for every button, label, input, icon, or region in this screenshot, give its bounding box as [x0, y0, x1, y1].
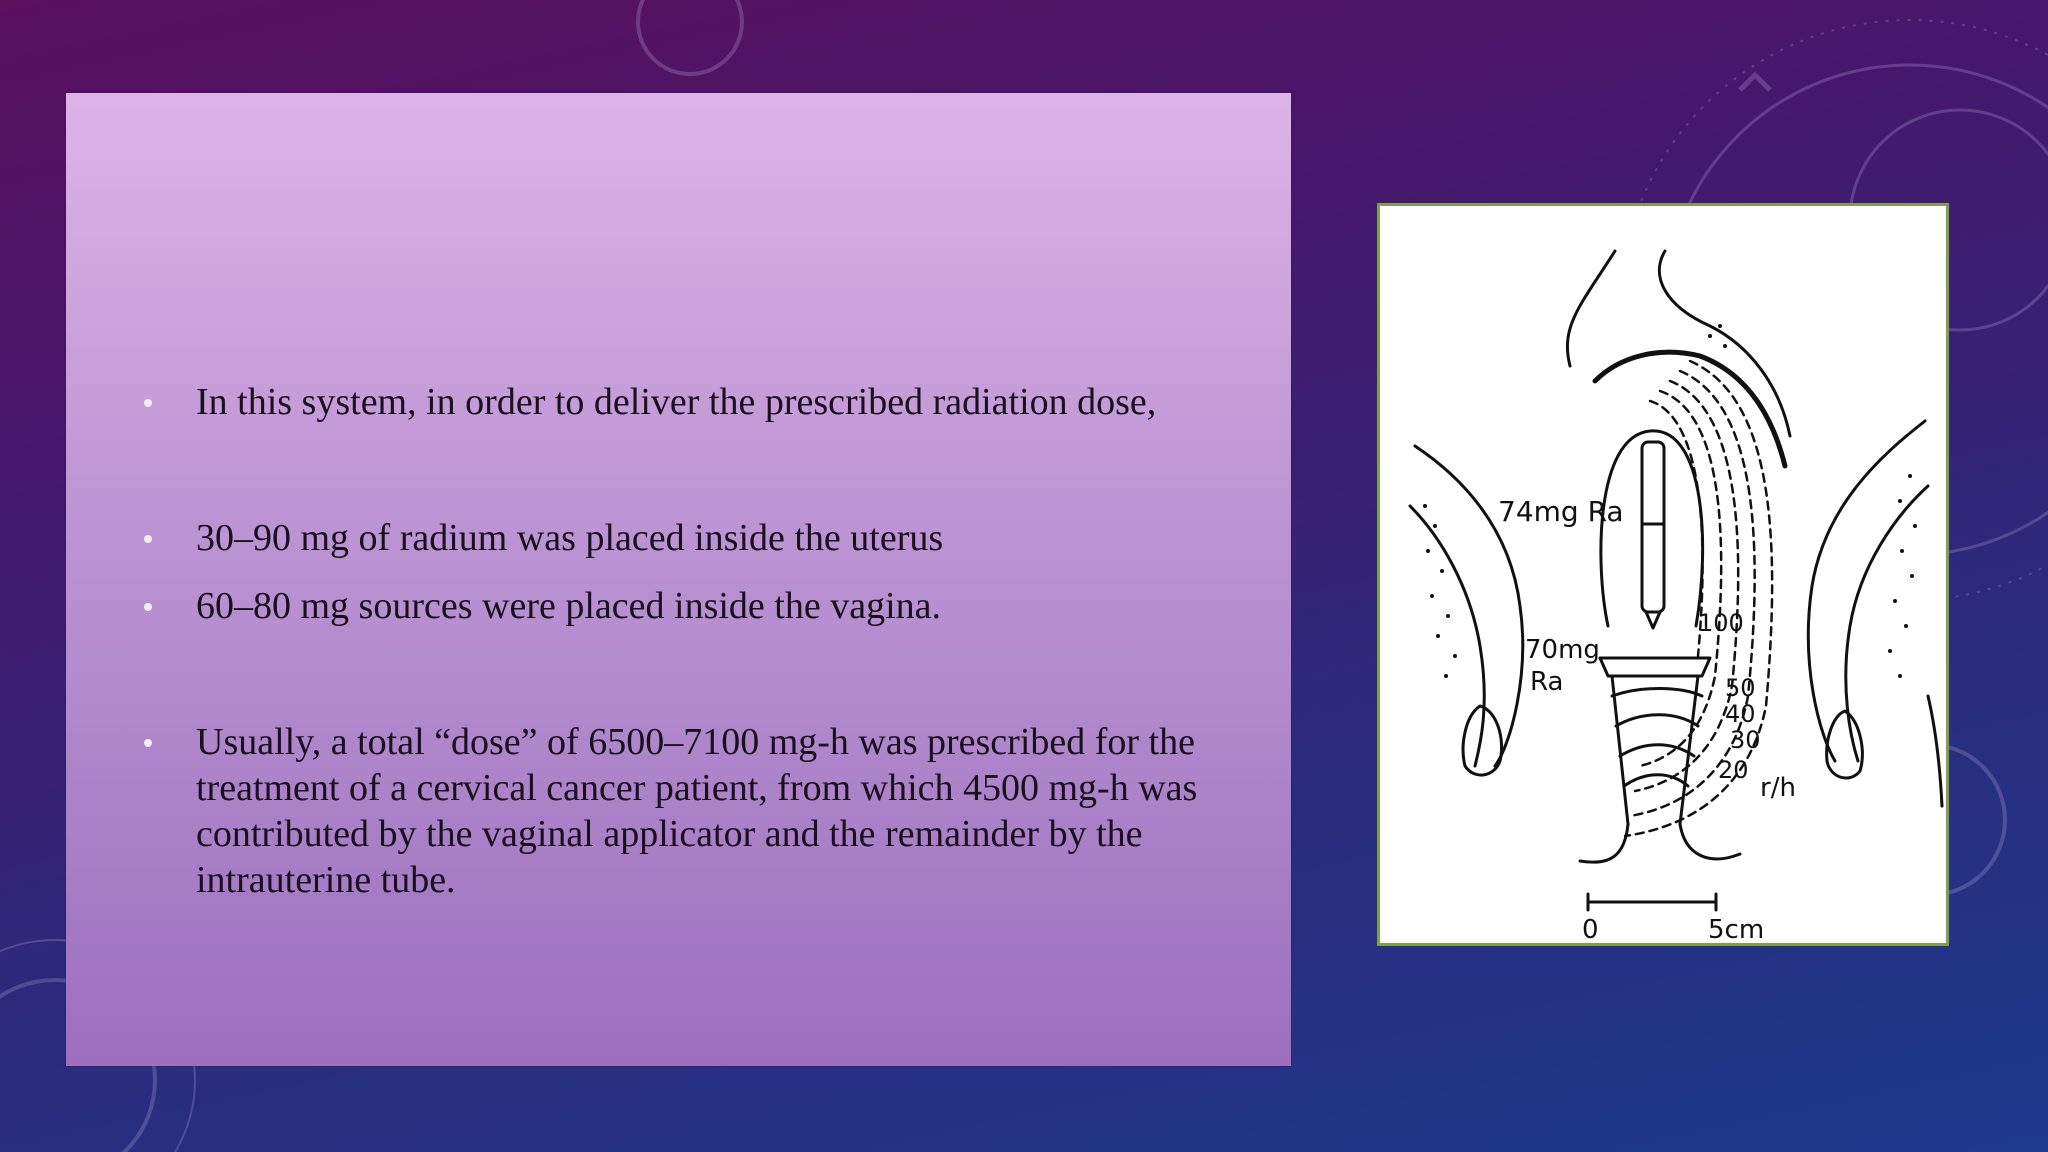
- isodose-label-30: 30: [1730, 726, 1761, 754]
- uterus-outline: [1601, 431, 1703, 626]
- tandem-tube: [1642, 442, 1664, 612]
- isodose-label-50: 50: [1725, 674, 1756, 702]
- isodose-label-100: 100: [1698, 609, 1744, 637]
- vaginal-source-label: 70mg: [1525, 635, 1600, 665]
- rectum-outline: [1567, 251, 1615, 366]
- scale-bar: [1588, 894, 1716, 910]
- isodose-label-20: 20: [1718, 756, 1749, 784]
- bullet-dot-icon: [144, 535, 152, 543]
- bullet-item: [130, 379, 1280, 425]
- bullet-text: 60–80 mg sources were placed inside the vagina.: [196, 585, 941, 627]
- bullet-item: [130, 719, 1280, 903]
- bullet-dot-icon: [144, 739, 152, 747]
- scale-start-label: 0: [1582, 915, 1599, 943]
- ovoid-applicator: [1600, 658, 1710, 676]
- rectum-wall: [1659, 251, 1790, 436]
- bullet-item: [130, 583, 1280, 629]
- dose-rate-unit-label: r/h: [1760, 773, 1796, 803]
- text-panel: [66, 93, 1291, 1066]
- bullet-text: 30–90 mg of radium was placed inside the uterus: [196, 517, 944, 559]
- bullet-list: [130, 283, 1280, 903]
- isodose-label-40: 40: [1725, 700, 1756, 728]
- bullet-text: Usually, a total “dose” of 6500–7100 mg-h was prescribed for the treatment of a cervical cancer patient, from which 4500 mg-h was contributed by the vaginal applicator and the remainder by the intrauterine tube.: [196, 721, 1198, 901]
- bullet-item: [130, 515, 1280, 561]
- bullet-dot-icon: [144, 399, 152, 407]
- right-pelvic-wall: [1808, 421, 1925, 761]
- scale-end-label: 5cm: [1708, 915, 1765, 943]
- uterine-source-label: 74mg Ra: [1498, 495, 1624, 528]
- vaginal-source-label: Ra: [1530, 667, 1564, 697]
- bullet-text: In this system, in order to deliver the prescribed radiation dose,: [196, 381, 1157, 423]
- applicator-diagram: [1377, 203, 1949, 946]
- bullet-dot-icon: [144, 603, 152, 611]
- applicator-drawing: [1380, 206, 1946, 943]
